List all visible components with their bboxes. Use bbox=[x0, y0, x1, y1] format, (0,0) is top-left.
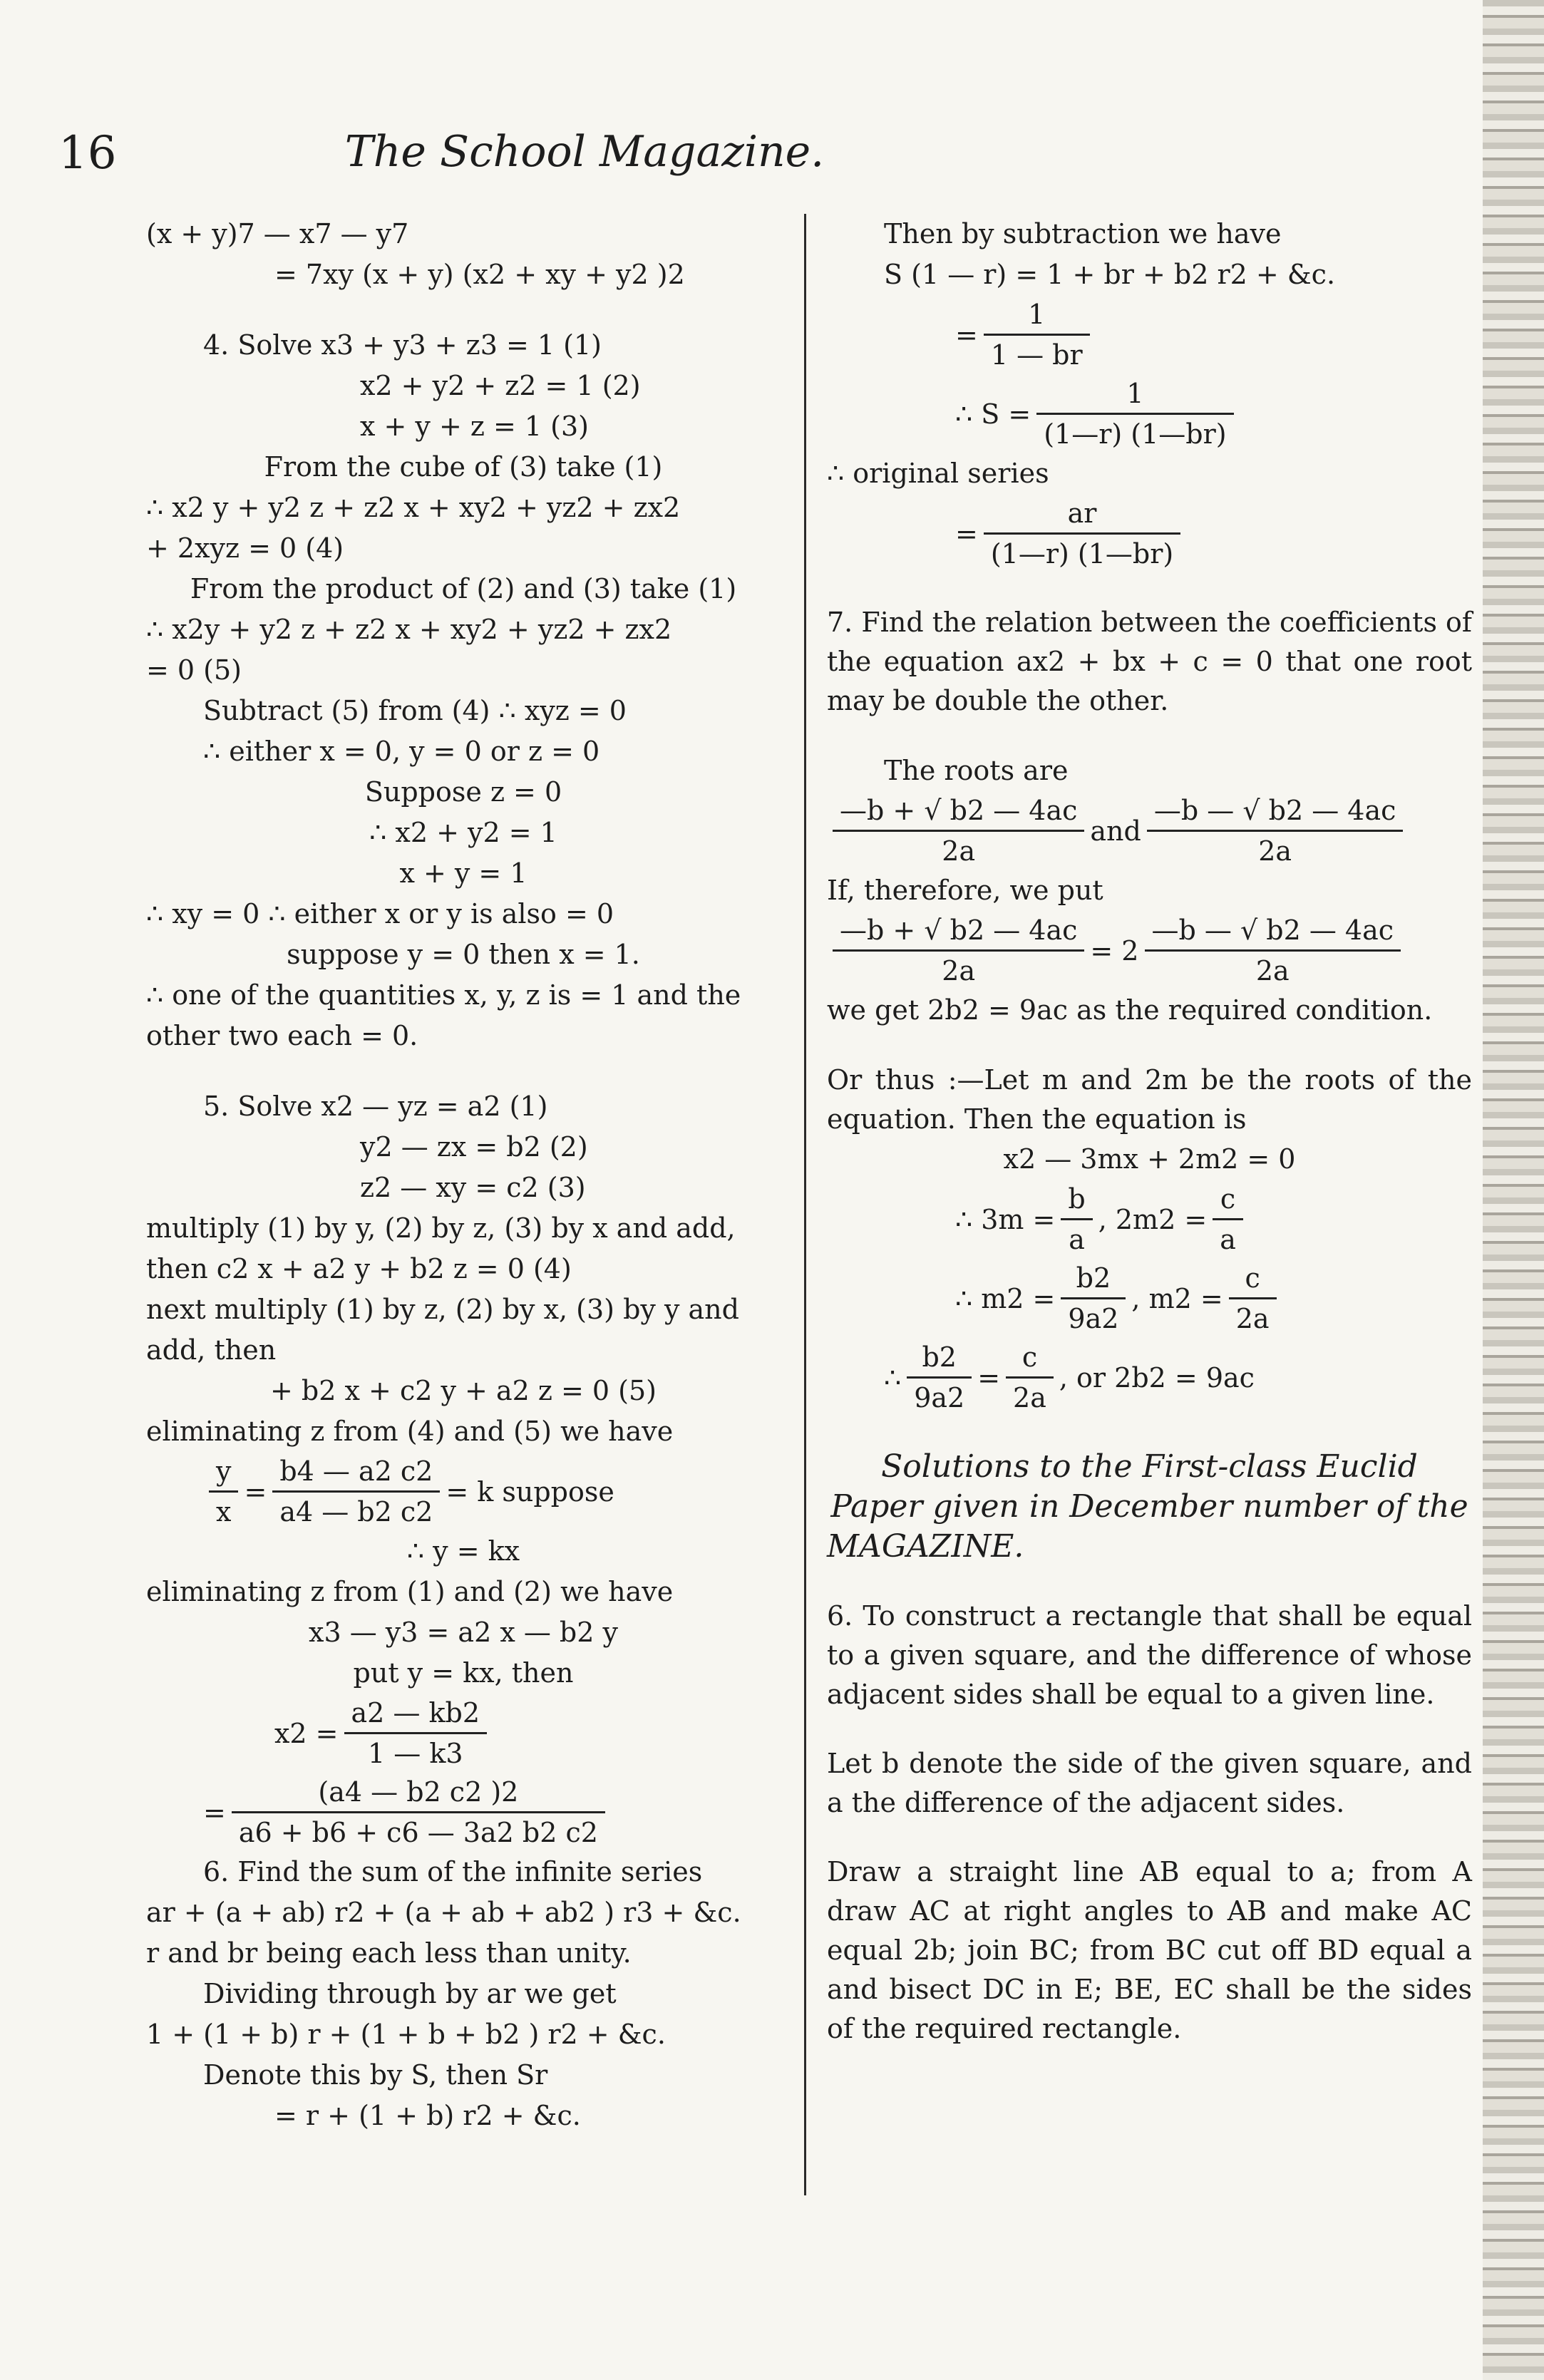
q4-eq2: x2 + y2 + z2 = 1 (2) bbox=[360, 370, 641, 401]
q4-line: other two each = 0. bbox=[146, 1020, 418, 1051]
q6-cont-line: Then by subtraction we have bbox=[884, 218, 1282, 249]
q6-line: Denote this by S, then Sr bbox=[203, 2059, 548, 2091]
fraction bbox=[1229, 1259, 1277, 1338]
q5-line: multiply (1) by y, (2) by z, (3) by x and add, bbox=[146, 1212, 736, 1244]
fraction bbox=[1147, 791, 1404, 870]
numerator: c bbox=[1220, 1183, 1236, 1215]
q7-line: we get 2b2 = 9ac as the required condition. bbox=[827, 994, 1433, 1026]
fraction bbox=[1145, 911, 1401, 990]
denominator: x bbox=[209, 1490, 238, 1531]
equation-tail: = k suppose bbox=[446, 1475, 614, 1508]
q5-line: eliminating z from (4) and (5) we have bbox=[146, 1416, 674, 1447]
q7-line: If, therefore, we put bbox=[827, 875, 1103, 906]
q5-line: eliminating z from (1) and (2) we have bbox=[146, 1576, 674, 1607]
denominator: (1—r) (1—br) bbox=[984, 532, 1180, 573]
section-heading: MAGAZINE. bbox=[827, 1528, 1024, 1565]
numerator: c bbox=[1021, 1341, 1038, 1373]
equation-tail: , or 2b2 = 9ac bbox=[1059, 1361, 1255, 1394]
and-word: and bbox=[1090, 815, 1141, 847]
fraction bbox=[1061, 1259, 1126, 1338]
fraction bbox=[344, 1694, 488, 1773]
running-title: The School Magazine. bbox=[344, 127, 825, 177]
fraction bbox=[272, 1452, 440, 1531]
fraction bbox=[907, 1338, 972, 1417]
section-heading: Solutions to the First-class Euclid bbox=[881, 1448, 1418, 1485]
q6-line: 6. Find the sum of the infinite series bbox=[203, 1856, 703, 1887]
denominator: 1 — k3 bbox=[344, 1732, 488, 1773]
q7-paragraph: Or thus :—Let m and 2m be the roots of the equation. Then the equation is bbox=[827, 1064, 1472, 1135]
q6-line: r and br being each less than unity. bbox=[146, 1937, 632, 1969]
denominator: a bbox=[1061, 1218, 1092, 1259]
euclid-paragraph: Let b denote the side of the given square, and a the difference of the adjacent sides. bbox=[827, 1748, 1472, 1818]
denominator: 2a bbox=[1229, 1297, 1277, 1338]
q4-line: From the cube of (3) take (1) bbox=[264, 451, 663, 483]
numerator: b2 bbox=[922, 1341, 957, 1373]
q4-line: ∴ one of the quantities x, y, z is = 1 and the bbox=[146, 979, 741, 1011]
page-edge bbox=[1483, 0, 1544, 2380]
equation-mid: , 2m2 = bbox=[1098, 1203, 1208, 1235]
equation-lhs: ∴ 3m = bbox=[955, 1203, 1056, 1235]
q5-line: then c2 x + a2 y + b2 z = 0 (4) bbox=[146, 1253, 572, 1284]
denominator: 2a bbox=[833, 830, 1084, 870]
fraction bbox=[833, 911, 1084, 990]
left-column bbox=[146, 214, 781, 2136]
q7-line: The roots are bbox=[884, 755, 1069, 786]
denominator: 2a bbox=[1145, 949, 1401, 990]
fraction bbox=[984, 295, 1090, 374]
equation-mid: , m2 = bbox=[1131, 1282, 1223, 1314]
equation-lhs: x2 = bbox=[274, 1717, 339, 1749]
equation-lhs: = bbox=[955, 517, 978, 550]
q4-line: = 0 (5) bbox=[146, 654, 242, 686]
numerator: b4 — a2 c2 bbox=[279, 1456, 433, 1487]
q5-line: ∴ y = kx bbox=[406, 1535, 520, 1567]
fraction bbox=[1061, 1180, 1092, 1259]
numerator: —b + √ b2 — 4ac bbox=[840, 795, 1078, 826]
q4-line: Subtract (5) from (4) ∴ xyz = 0 bbox=[203, 695, 627, 726]
q6-line: ar + (a + ab) r2 + (a + ab + ab2 ) r3 + &c. bbox=[146, 1897, 741, 1928]
q4-line: ∴ x2 + y2 = 1 bbox=[369, 817, 557, 848]
q6-line: 1 + (1 + b) r + (1 + b + b2 ) r2 + &c. bbox=[146, 2019, 666, 2050]
equation-lhs: = bbox=[203, 1796, 226, 1828]
numerator: b bbox=[1068, 1183, 1086, 1215]
q5-intro: 5. Solve x2 — yz = a2 (1) bbox=[203, 1091, 548, 1122]
q3-line-1: (x + y)7 — x7 — y7 bbox=[146, 218, 409, 249]
denominator: 9a2 bbox=[1061, 1297, 1126, 1338]
fraction bbox=[1036, 374, 1233, 453]
q4-line: ∴ x2 y + y2 z + z2 x + xy2 + yz2 + zx2 bbox=[146, 492, 681, 523]
numerator: y bbox=[216, 1456, 232, 1487]
denominator: a4 — b2 c2 bbox=[272, 1490, 440, 1531]
q5-result-equation bbox=[146, 1773, 781, 1852]
fraction bbox=[1006, 1338, 1054, 1417]
q5-line: + b2 x + c2 y + a2 z = 0 (5) bbox=[270, 1375, 657, 1406]
right-column bbox=[827, 214, 1472, 2049]
equals: = bbox=[244, 1475, 267, 1508]
numerator: b2 bbox=[1076, 1262, 1111, 1294]
equation-lhs: = bbox=[955, 319, 978, 351]
q7-step-3 bbox=[827, 1338, 1472, 1417]
q4-line: ∴ x2y + y2 z + z2 x + xy2 + yz2 + zx2 bbox=[146, 614, 672, 645]
page-number: 16 bbox=[58, 127, 117, 180]
q5-x2-equation bbox=[146, 1694, 781, 1773]
q7-put-equation bbox=[827, 911, 1472, 990]
fraction bbox=[833, 791, 1084, 870]
q4-line: From the product of (2) and (3) take (1) bbox=[190, 573, 737, 604]
q5-eq2: y2 — zx = b2 (2) bbox=[360, 1131, 588, 1163]
q6-line: = r + (1 + b) r2 + &c. bbox=[274, 2100, 581, 2131]
q7-step-1 bbox=[827, 1180, 1472, 1259]
denominator: a6 + b6 + c6 — 3a2 b2 c2 bbox=[232, 1811, 605, 1852]
q7-line: x2 — 3mx + 2m2 = 0 bbox=[1003, 1143, 1296, 1175]
equation-mid: = bbox=[977, 1361, 1001, 1394]
numerator: —b + √ b2 — 4ac bbox=[840, 915, 1078, 946]
denominator: 2a bbox=[1006, 1376, 1054, 1417]
q6-sum-fraction bbox=[827, 295, 1472, 374]
q5-line: next multiply (1) by z, (2) by x, (3) by y and bbox=[146, 1294, 739, 1325]
q4-line: Suppose z = 0 bbox=[364, 776, 562, 808]
q4-eq3: x + y + z = 1 (3) bbox=[360, 411, 589, 442]
equation-lhs: ∴ m2 = bbox=[955, 1282, 1056, 1314]
euclid-paragraph: 6. To construct a rectangle that shall be equal to a given square, and the difference of whose adjacent sides shall be equal to a given line. bbox=[827, 1600, 1472, 1710]
q7-roots bbox=[827, 791, 1472, 870]
numerator: 1 bbox=[1028, 299, 1046, 330]
equals: = 2 bbox=[1090, 934, 1139, 967]
denominator: 9a2 bbox=[907, 1376, 972, 1417]
q7-paragraph: 7. Find the relation between the coefficients of the equation ax2 + bx + c = 0 that one root may be double the other. bbox=[827, 607, 1472, 716]
q4-line: suppose y = 0 then x = 1. bbox=[287, 939, 640, 970]
q4-line: ∴ xy = 0 ∴ either x or y is also = 0 bbox=[146, 898, 614, 929]
denominator: 2a bbox=[833, 949, 1084, 990]
numerator: —b — √ b2 — 4ac bbox=[1153, 795, 1396, 826]
numerator: (a4 — b2 c2 )2 bbox=[318, 1776, 519, 1808]
q6-cont-line: ∴ original series bbox=[827, 458, 1049, 489]
q4-line: x + y = 1 bbox=[399, 857, 527, 889]
q6-s-fraction bbox=[827, 374, 1472, 453]
q5-line: add, then bbox=[146, 1334, 277, 1366]
q4-intro: 4. Solve x3 + y3 + z3 = 1 (1) bbox=[203, 329, 602, 361]
q6-line: Dividing through by ar we get bbox=[203, 1978, 617, 2009]
q5-line: put y = kx, then bbox=[353, 1657, 574, 1689]
equation-lhs: ∴ S = bbox=[955, 398, 1031, 430]
q4-line: + 2xyz = 0 (4) bbox=[146, 532, 344, 564]
q3-line-2: = 7xy (x + y) (x2 + xy + y2 )2 bbox=[274, 259, 685, 290]
q6-cont-line: S (1 — r) = 1 + br + b2 r2 + &c. bbox=[884, 259, 1336, 290]
q5-eq3: z2 — xy = c2 (3) bbox=[360, 1172, 586, 1203]
fraction bbox=[232, 1773, 605, 1852]
fraction bbox=[984, 494, 1180, 573]
denominator: (1—r) (1—br) bbox=[1036, 413, 1233, 453]
numerator: —b — √ b2 — 4ac bbox=[1151, 915, 1394, 946]
equation-lhs: ∴ bbox=[884, 1361, 902, 1394]
denominator: a bbox=[1213, 1218, 1243, 1259]
fraction bbox=[1213, 1180, 1243, 1259]
numerator: a2 — kb2 bbox=[351, 1697, 480, 1729]
denominator: 2a bbox=[1147, 830, 1404, 870]
q4-line: ∴ either x = 0, y = 0 or z = 0 bbox=[203, 736, 600, 767]
numerator: c bbox=[1245, 1262, 1260, 1294]
q6-original-series bbox=[827, 494, 1472, 573]
euclid-paragraph: Draw a straight line AB equal to a; from A draw AC at right angles to AB and make AC equal 2b; join BC; from BC cut off BD equal a and bisect DC in E; BE, EC shall be the sides of the required rectangle. bbox=[827, 1856, 1472, 2044]
q7-step-2 bbox=[827, 1259, 1472, 1338]
q5-ratio-equation bbox=[146, 1452, 781, 1531]
denominator: 1 — br bbox=[984, 334, 1090, 374]
section-heading: Paper given in December number of the bbox=[830, 1488, 1468, 1525]
numerator: 1 bbox=[1126, 378, 1144, 409]
q5-line: x3 — y3 = a2 x — b2 y bbox=[309, 1617, 618, 1648]
numerator: ar bbox=[1067, 498, 1097, 529]
fraction bbox=[209, 1452, 238, 1531]
column-divider bbox=[804, 214, 806, 2195]
